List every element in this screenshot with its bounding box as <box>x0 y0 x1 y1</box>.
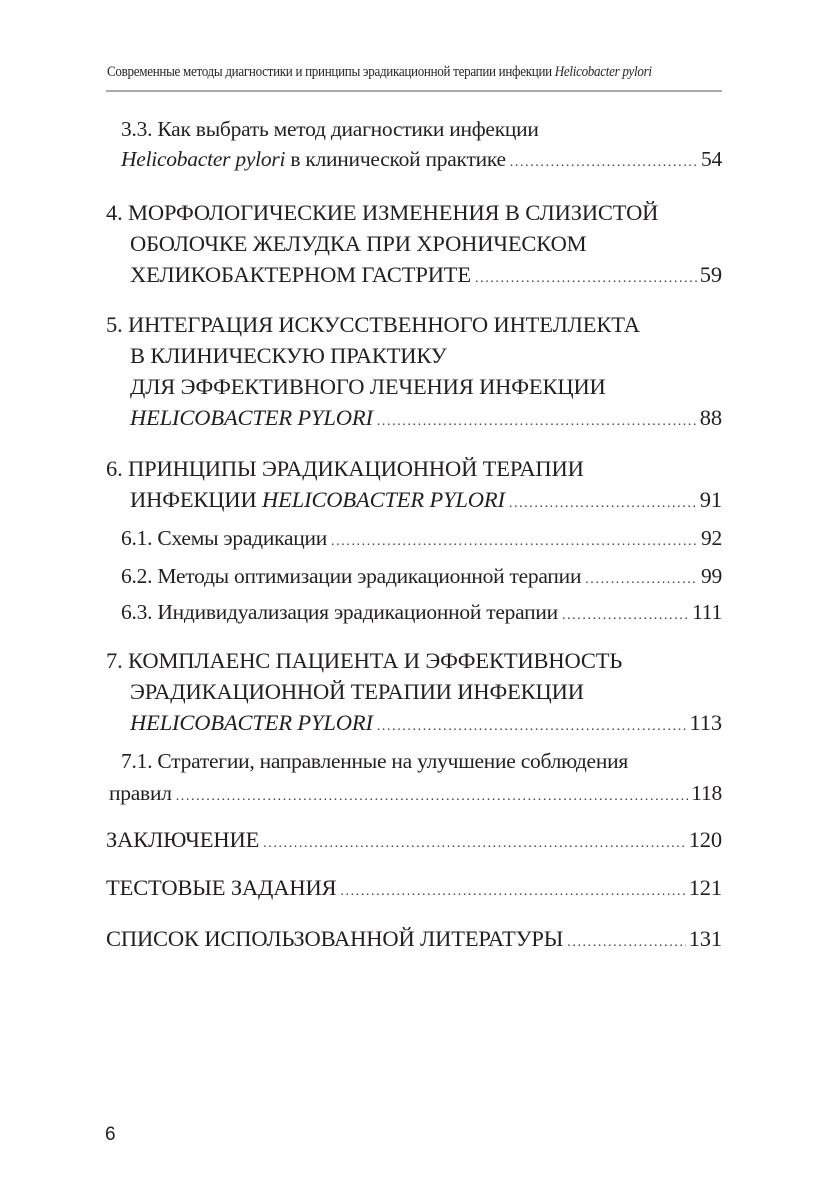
toc-page-number: 118 <box>691 781 722 805</box>
toc-page-number: 59 <box>699 262 722 287</box>
toc-entry-5-line-2: В КЛИНИЧЕСКУЮ ПРАКТИКУ <box>130 343 447 368</box>
toc-entry-label: 6.3. Индивидуализация эрадикационной терапии <box>121 600 558 624</box>
dot-leader <box>509 491 697 517</box>
toc-entry-5[interactable] <box>130 405 722 435</box>
toc-entry-6[interactable] <box>130 487 722 517</box>
toc-entry-6-3[interactable] <box>121 599 722 629</box>
dot-leader <box>377 409 697 435</box>
toc-entry-7-1-line-1: 7.1. Стратегии, направленные на улучшение соблюдения <box>121 749 628 773</box>
toc-entry-label: правил <box>109 781 172 805</box>
dot-leader <box>510 150 698 176</box>
toc-entry-6-1[interactable] <box>121 525 722 555</box>
dot-leader <box>340 879 685 905</box>
toc-page-number: 99 <box>701 564 722 588</box>
toc-page-number: 121 <box>688 875 722 900</box>
toc-entry-4-line-2: ОБОЛОЧКЕ ЖЕЛУДКА ПРИ ХРОНИЧЕСКОМ <box>130 231 587 256</box>
toc-entry-label: 6.1. Схемы эрадикации <box>121 526 328 550</box>
running-head <box>107 63 652 81</box>
dot-leader <box>475 266 697 292</box>
running-head-title-italic: Helicobacter pylori <box>554 63 652 80</box>
toc-page-number: 111 <box>692 600 722 624</box>
header-rule <box>106 90 722 92</box>
dot-leader <box>176 784 689 810</box>
page-number: 6 <box>105 1124 116 1145</box>
dot-leader <box>585 567 698 593</box>
toc-entry-4-line-1: 4. МОРФОЛОГИЧЕСКИЕ ИЗМЕНЕНИЯ В СЛИЗИСТОЙ <box>106 200 659 225</box>
toc-entry-4[interactable] <box>130 262 722 292</box>
dot-leader <box>562 603 689 629</box>
toc-entry-7-1[interactable] <box>109 780 722 810</box>
toc-page-number: 131 <box>688 926 722 951</box>
toc-entry-conclusion[interactable] <box>106 827 722 857</box>
toc-page-number: 113 <box>689 710 722 735</box>
toc-entry-6-line-1: 6. ПРИНЦИПЫ ЭРАДИКАЦИОННОЙ ТЕРАПИИ <box>106 456 584 481</box>
toc-entry-label: СПИСОК ИСПОЛЬЗОВАННОЙ ЛИТЕРАТУРЫ <box>106 926 564 951</box>
toc-page-number: 54 <box>701 147 722 171</box>
toc-entry-5-line-1: 5. ИНТЕГРАЦИЯ ИСКУССТВЕННОГО ИНТЕЛЛЕКТА <box>106 312 640 337</box>
toc-entry-label: ИНФЕКЦИИ HELICOBACTER PYLORI <box>130 487 505 512</box>
toc-entry-7-line-1: 7. КОМПЛАЕНС ПАЦИЕНТА И ЭФФЕКТИВНОСТЬ <box>106 648 623 673</box>
toc-entry-7-line-2: ЭРАДИКАЦИОННОЙ ТЕРАПИИ ИНФЕКЦИИ <box>130 679 584 704</box>
toc-page-number: 92 <box>701 526 722 550</box>
toc-page-number: 120 <box>688 827 722 852</box>
toc-entry-label: HELICOBACTER PYLORI <box>130 710 373 735</box>
dot-leader <box>377 714 687 740</box>
toc-entry-label: ТЕСТОВЫЕ ЗАДАНИЯ <box>106 875 337 900</box>
toc-entry-label: ХЕЛИКОБАКТЕРНОМ ГАСТРИТЕ <box>130 262 471 287</box>
toc-entry-label: ЗАКЛЮЧЕНИЕ <box>106 827 260 852</box>
dot-leader <box>331 529 698 555</box>
toc-entry-references[interactable] <box>106 926 722 956</box>
toc-entry-label: 6.2. Методы оптимизации эрадикационной терапии <box>121 564 582 588</box>
toc-entry-7[interactable] <box>130 710 722 740</box>
toc-page-number: 91 <box>699 487 722 512</box>
dot-leader <box>263 831 686 857</box>
toc-entry-label: Helicobacter pylori в клинической практике <box>121 147 506 171</box>
toc-entry-5-line-3: ДЛЯ ЭФФЕКТИВНОГО ЛЕЧЕНИЯ ИНФЕКЦИИ <box>130 374 606 399</box>
running-head-title: Современные методы диагностики и принципы эрадикационной терапии инфекции <box>107 63 555 80</box>
dot-leader <box>567 930 685 956</box>
toc-entry-3-3-line-1: 3.3. Как выбрать метод диагностики инфекции <box>121 117 539 141</box>
toc-entry-label: HELICOBACTER PYLORI <box>130 405 373 430</box>
toc-entry-tests[interactable] <box>106 875 722 905</box>
toc-entry-6-2[interactable] <box>121 563 722 593</box>
toc-page-number: 88 <box>699 405 722 430</box>
toc-entry-3-3[interactable] <box>121 146 722 176</box>
